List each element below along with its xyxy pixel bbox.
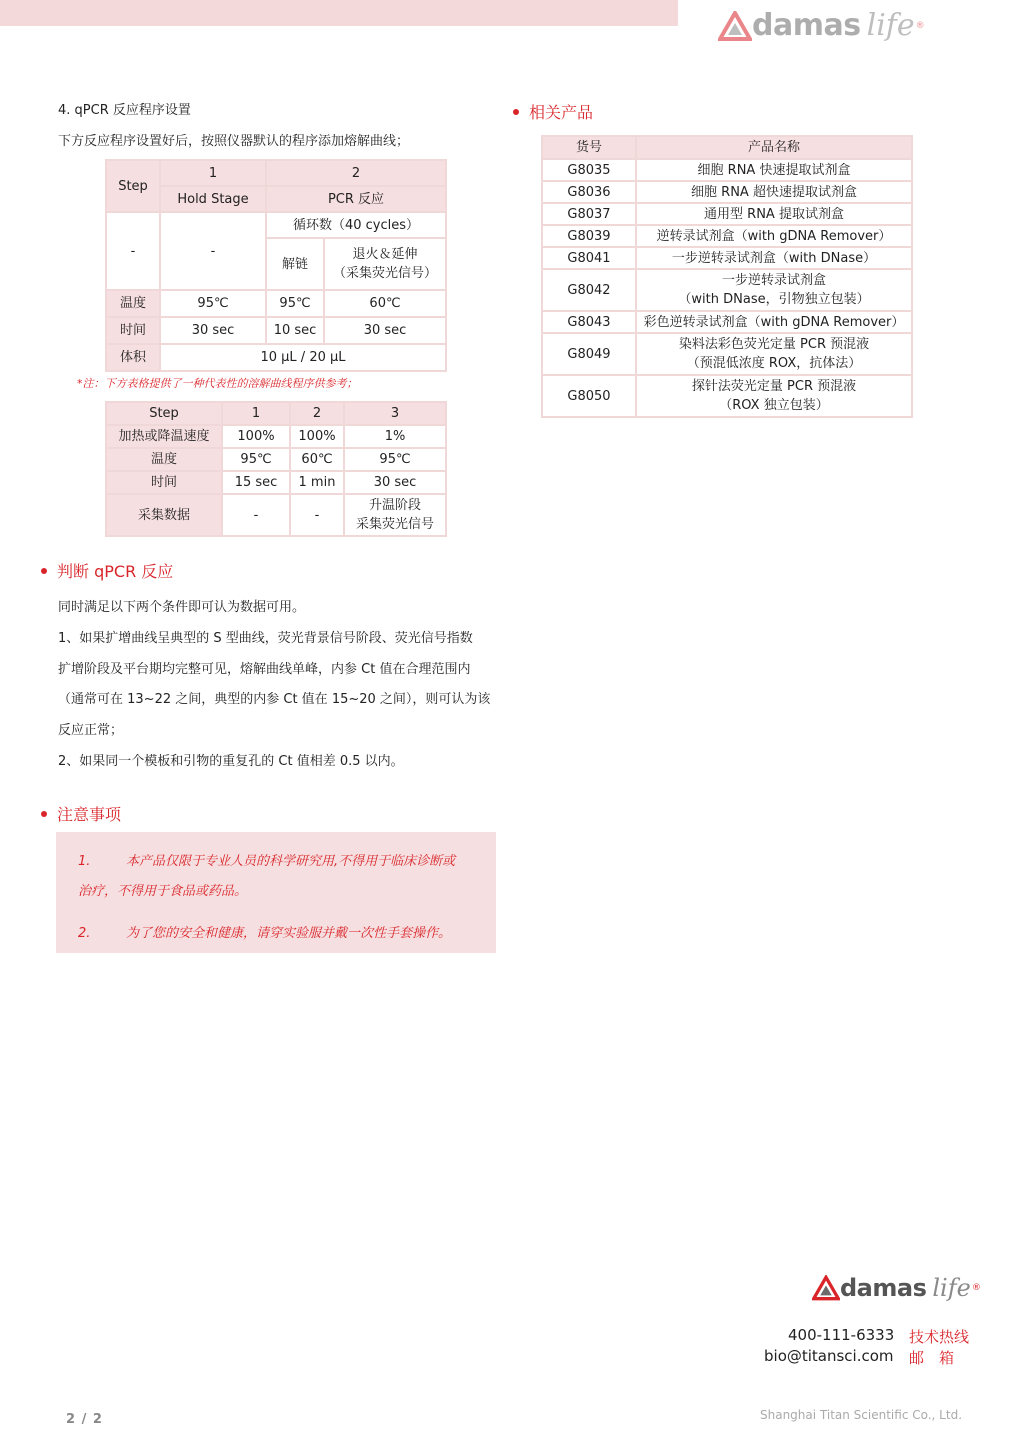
table-row — [106, 494, 446, 536]
table2-temp-3: 95℃ — [344, 448, 446, 471]
brand-reg-mark: ® — [915, 20, 925, 31]
notice-title-text: 注意事项 — [57, 805, 122, 824]
melt-curve-note: *注：下方表格提供了一种代表性的溶解曲线程序供参考； — [77, 377, 358, 390]
triangle-logo-icon — [812, 1275, 840, 1301]
table2-rate-2: 100% — [290, 425, 344, 448]
table1-cycles: 循环数（40 cycles） — [266, 212, 446, 238]
table1-temp2: 95℃ — [266, 290, 324, 317]
table-row — [542, 269, 912, 311]
table1-temp-label: 温度 — [106, 290, 160, 317]
related-section-title — [513, 100, 593, 123]
table-row — [542, 247, 912, 269]
brand-wordmark: damas — [752, 8, 861, 43]
table2-temp-1: 95℃ — [222, 448, 290, 471]
table2-collect-3-line2: 采集荧光信号 — [355, 517, 434, 532]
judge-line: 扩增阶段及平台期均完整可见，熔解曲线单峰，内参 Ct 值在合理范围内 — [58, 662, 471, 677]
table-row — [542, 375, 912, 417]
triangle-logo-icon — [718, 11, 752, 41]
notice-item-2-text: 为了您的安全和健康，请穿实验服并戴一次性手套操作。 — [126, 926, 452, 941]
related-header-name: 产品名称 — [636, 136, 912, 159]
table1-col2-num: 2 — [266, 160, 446, 186]
table2-time-2: 1 min — [290, 471, 344, 494]
table1-step-label: Step — [106, 160, 160, 212]
table2-header-3: 3 — [344, 402, 446, 425]
table1-temp1: 95℃ — [160, 290, 266, 317]
table1-anneal — [324, 238, 446, 290]
table1-col1-num: 1 — [160, 160, 266, 186]
judge-line: 反应正常； — [58, 723, 124, 738]
product-code: G8036 — [542, 181, 636, 203]
brand-wordmark: damas — [840, 1274, 927, 1302]
notice-item-1-num: 1. — [78, 854, 91, 869]
table2-header-1: 1 — [222, 402, 290, 425]
product-name — [636, 333, 912, 375]
related-title-text: 相关产品 — [529, 103, 594, 122]
product-name — [636, 203, 912, 225]
table1-denature: 解链 — [266, 238, 324, 290]
product-name-line1: 彩色逆转录试剂盒（with gDNA Remover） — [643, 314, 905, 330]
melt-curve-table — [105, 401, 447, 537]
table2-collect-2: - — [290, 494, 344, 536]
judge-section-title — [41, 559, 173, 582]
product-name-line1: 探针法荧光定量 PCR 预混液 — [691, 379, 857, 394]
judge-line: 同时满足以下两个条件即可认为数据可用。 — [58, 600, 306, 615]
notice-item-1-line1: 本产品仅限于专业人员的科学研究用,不得用于临床诊断或 — [126, 854, 456, 869]
product-name-line1: 染料法彩色荧光定量 PCR 预混液 — [678, 337, 870, 352]
qpcr-setup-heading: 4. qPCR 反应程序设置 — [58, 103, 191, 118]
table-row — [542, 225, 912, 247]
product-name — [636, 225, 912, 247]
brand-script: life — [866, 8, 915, 43]
product-code: G8041 — [542, 247, 636, 269]
contact-phone: 400-111-6333 — [788, 1326, 895, 1344]
header-band — [0, 0, 678, 26]
table1-time2: 10 sec — [266, 317, 324, 344]
judge-title-text: 判断 qPCR 反应 — [57, 562, 174, 581]
table-row — [542, 333, 912, 375]
table2-collect-3-line1: 升温阶段 — [368, 498, 421, 513]
table2-header-2: 2 — [290, 402, 344, 425]
product-name-line2: （预混低浓度 ROX，抗体法） — [686, 356, 862, 371]
table1-hold-stage: Hold Stage — [160, 186, 266, 212]
table-row — [542, 159, 912, 181]
qpcr-setup-intro: 下方反应程序设置好后，按照仪器默认的程序添加熔解曲线； — [58, 134, 410, 149]
table2-rate-3: 1% — [344, 425, 446, 448]
product-name — [636, 311, 912, 333]
product-name-line1: 通用型 RNA 提取试剂盒 — [704, 206, 844, 222]
product-code: G8042 — [542, 269, 636, 311]
notice-section-title — [41, 802, 121, 825]
table1-time-label: 时间 — [106, 317, 160, 344]
judge-line: 1、如果扩增曲线呈典型的 S 型曲线，荧光背景信号阶段、荧光信号指数 — [58, 631, 473, 646]
table-row — [106, 448, 446, 471]
table1-anneal-line2: （采集荧光信号） — [332, 266, 437, 281]
table2-collect-1: - — [222, 494, 290, 536]
brand-script: life — [932, 1274, 971, 1302]
bullet-icon — [41, 811, 47, 817]
product-code: G8035 — [542, 159, 636, 181]
table2-temp-label: 温度 — [106, 448, 222, 471]
table1-dash-a: - — [106, 212, 160, 290]
related-header-code: 货号 — [542, 136, 636, 159]
table1-pcr: PCR 反应 — [266, 186, 446, 212]
table2-temp-2: 60℃ — [290, 448, 344, 471]
product-code: G8050 — [542, 375, 636, 417]
contact-email: bio@titansci.com — [764, 1347, 894, 1365]
bullet-icon — [513, 109, 519, 115]
product-name — [636, 159, 912, 181]
table2-collect-label: 采集数据 — [106, 494, 222, 536]
table1-anneal-line1: 退火＆延伸 — [352, 247, 418, 262]
table1-dash-b: - — [160, 212, 266, 290]
table1-time3: 30 sec — [324, 317, 446, 344]
brand-logo-bottom — [812, 1274, 981, 1302]
table-row — [542, 181, 912, 203]
notice-item-1-line2: 治疗，不得用于食品或药品。 — [78, 884, 248, 899]
product-code: G8043 — [542, 311, 636, 333]
notice-box — [56, 832, 496, 953]
table-row — [106, 425, 446, 448]
product-name-line2: （ROX 独立包装） — [719, 398, 829, 413]
product-code: G8037 — [542, 203, 636, 225]
table-row — [106, 471, 446, 494]
product-name — [636, 247, 912, 269]
related-products-table — [541, 135, 913, 418]
product-name-line2: （with DNase，引物独立包装） — [678, 292, 870, 307]
notice-item-2-num: 2. — [78, 926, 91, 941]
table2-rate-label: 加热或降温速度 — [106, 425, 222, 448]
table2-collect-3 — [344, 494, 446, 536]
contact-email-label: 邮 箱 — [909, 1349, 955, 1367]
table-row — [542, 203, 912, 225]
product-name-line1: 一步逆转录试剂盒（with DNase） — [671, 250, 877, 266]
table2-time-1: 15 sec — [222, 471, 290, 494]
table1-temp3: 60℃ — [324, 290, 446, 317]
product-name-line1: 逆转录试剂盒（with gDNA Remover） — [656, 228, 892, 244]
company-name: Shanghai Titan Scientific Co., Ltd. — [760, 1408, 963, 1422]
page-number: 2 / 2 — [66, 1412, 103, 1427]
brand-logo-top — [718, 8, 925, 43]
table2-time-label: 时间 — [106, 471, 222, 494]
judge-line: （通常可在 13~22 之间，典型的内参 Ct 值在 15~20 之间），则可认为该 — [58, 692, 491, 707]
qpcr-program-table — [105, 159, 447, 372]
brand-reg-mark: ® — [971, 1283, 981, 1293]
judge-line: 2、如果同一个模板和引物的重复孔的 Ct 值相差 0.5 以内。 — [58, 754, 404, 769]
product-name — [636, 375, 912, 417]
contact-phone-label: 技术热线 — [909, 1328, 970, 1346]
product-code: G8049 — [542, 333, 636, 375]
notice-item-2 — [78, 922, 451, 941]
table2-time-3: 30 sec — [344, 471, 446, 494]
product-name — [636, 269, 912, 311]
product-name — [636, 181, 912, 203]
bullet-icon — [41, 568, 47, 574]
table1-vol: 10 μL / 20 μL — [160, 344, 446, 371]
product-name-line1: 细胞 RNA 快速提取试剂盒 — [697, 162, 851, 178]
table-row — [542, 311, 912, 333]
table2-rate-1: 100% — [222, 425, 290, 448]
product-code: G8039 — [542, 225, 636, 247]
product-name-line1: 一步逆转录试剂盒 — [721, 273, 826, 288]
table1-time1: 30 sec — [160, 317, 266, 344]
table1-vol-label: 体积 — [106, 344, 160, 371]
notice-item-1 — [78, 850, 455, 869]
product-name-line1: 细胞 RNA 超快速提取试剂盒 — [691, 184, 857, 200]
table2-header-step: Step — [106, 402, 222, 425]
